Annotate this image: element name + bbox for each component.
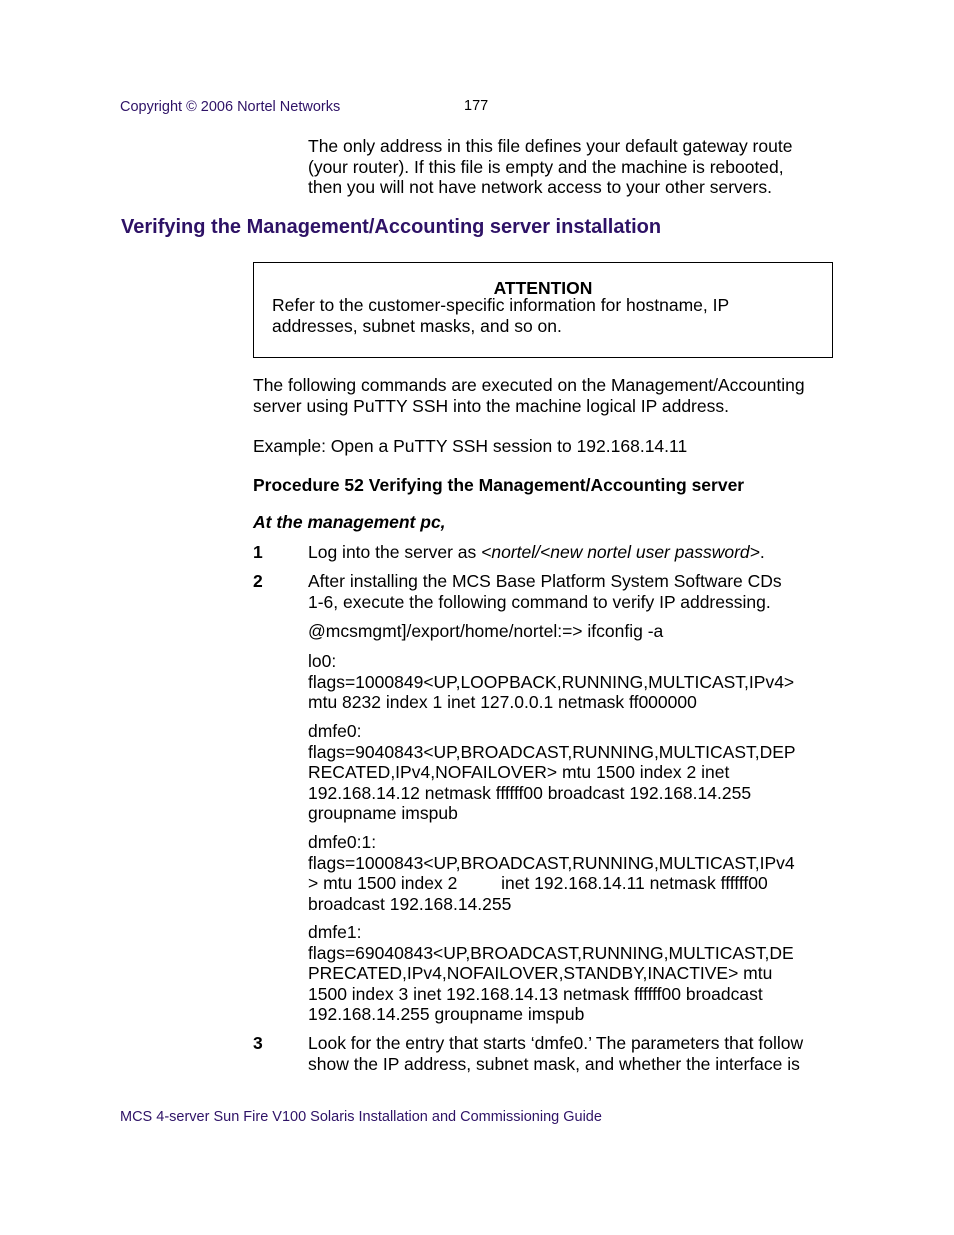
copyright-notice: Copyright © 2006 Nortel Networks — [120, 99, 341, 115]
context-label: At the management pc, — [253, 512, 446, 532]
text-line: show the IP address, subnet mask, and whether the interface is — [308, 1053, 800, 1074]
text-line: After installing the MCS Base Platform System Software CDs — [308, 571, 782, 591]
ifconfig-dmfe1-block — [308, 922, 794, 1025]
page-number: 177 — [464, 98, 489, 114]
output-line: lo0: — [308, 651, 337, 671]
text-line: The following commands are executed on the Management/Accounting — [253, 375, 805, 395]
step-1-suffix: . — [759, 542, 765, 562]
step-number: 1 — [253, 542, 263, 562]
step-number: 3 — [253, 1033, 263, 1053]
text-line: server using PuTTY SSH into the machine logical IP address. — [253, 395, 729, 416]
output-line: dmfe1: — [308, 922, 362, 942]
procedure-title: Procedure 52 Verifying the Management/Accounting server — [253, 475, 745, 495]
step-1-prefix: Log into the server as — [308, 542, 482, 562]
output-line: 1500 index 3 inet 192.168.14.13 netmask ffffff00 broadcast — [308, 983, 763, 1004]
attention-title: ATTENTION — [493, 278, 593, 298]
document-footer: MCS 4-server Sun Fire V100 Solaris Installation and Commissioning Guide — [120, 1109, 602, 1125]
text-line: then you will not have network access to your other servers. — [308, 177, 772, 197]
text-line: (your router). If this file is empty and the machine is rebooted, — [308, 156, 784, 177]
text-line: The only address in this file defines your default gateway route — [308, 136, 793, 156]
output-line: flags=69040843<UP,BROADCAST,RUNNING,MULTICAST,DE — [308, 942, 794, 963]
output-line: 192.168.14.255 groupname imspub — [308, 1004, 585, 1024]
attention-box — [253, 262, 833, 358]
output-line: broadcast 192.168.14.255 — [308, 893, 512, 914]
credential-placeholder: <nortel/<new nortel user password> — [481, 542, 760, 562]
step-number: 2 — [253, 571, 263, 591]
text-line: addresses, subnet masks, and so on. — [272, 315, 562, 336]
commands-paragraph — [253, 375, 805, 416]
ifconfig-dmfe0-1-block — [308, 832, 795, 914]
attention-text — [272, 295, 729, 336]
output-line: flags=9040843<UP,BROADCAST,RUNNING,MULTICAST,DEP — [308, 741, 796, 762]
output-line: mtu 8232 index 1 inet 127.0.0.1 netmask ff000000 — [308, 692, 697, 712]
step-1-text — [308, 542, 765, 563]
step-2-text — [308, 571, 782, 612]
step-3-text — [308, 1033, 803, 1074]
output-line: RECATED,IPv4,NOFAILOVER> mtu 1500 index 2 inet — [308, 762, 730, 782]
text-line: 1-6, execute the following command to verify IP addressing. — [308, 591, 771, 612]
text-line: Refer to the customer-specific information for hostname, IP — [272, 295, 730, 315]
output-line: flags=1000849<UP,LOOPBACK,RUNNING,MULTICAST,IPv4> — [308, 671, 795, 692]
intro-paragraph — [308, 136, 792, 198]
ifconfig-dmfe0-block — [308, 721, 796, 824]
output-line: groupname imspub — [308, 803, 458, 823]
output-line: dmfe0:1: — [308, 832, 377, 852]
example-text: Example: Open a PuTTY SSH session to 192.168.14.11 — [253, 436, 688, 456]
output-line: 192.168.14.12 netmask ffffff00 broadcast 192.168.14.255 — [308, 782, 752, 803]
output-line: PRECATED,IPv4,NOFAILOVER,STANDBY,INACTIVE> mtu — [308, 963, 773, 983]
output-line: > mtu 1500 index 2 inet 192.168.14.11 netmask ffffff00 — [308, 873, 768, 893]
output-line: flags=1000843<UP,BROADCAST,RUNNING,MULTICAST,IPv4 — [308, 852, 795, 873]
ifconfig-lo0-block — [308, 651, 794, 713]
command-line: @mcsmgmt]/export/home/nortel:=> ifconfig -a — [308, 621, 664, 641]
output-line: dmfe0: — [308, 721, 362, 741]
section-heading: Verifying the Management/Accounting server installation — [121, 216, 662, 238]
text-line: Look for the entry that starts ‘dmfe0.’ The parameters that follow — [308, 1033, 804, 1053]
